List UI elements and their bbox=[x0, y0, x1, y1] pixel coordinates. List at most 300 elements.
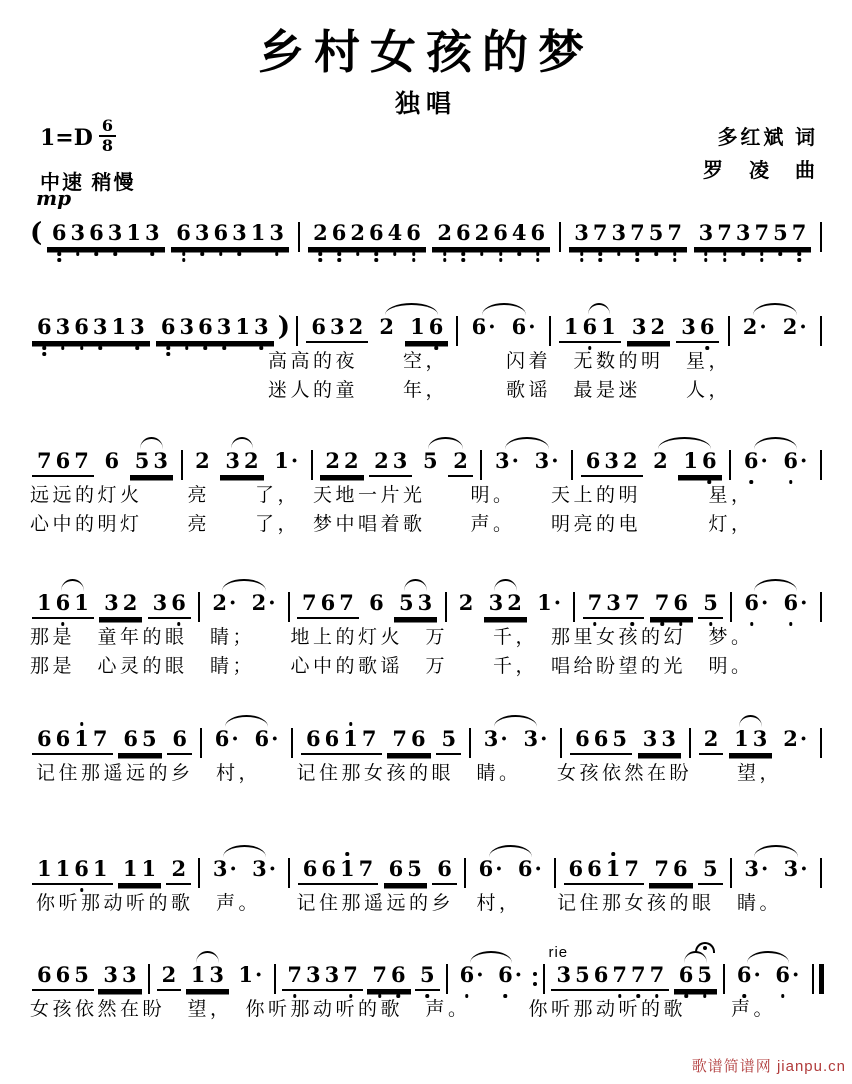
note: 3 bbox=[121, 962, 137, 987]
beam-group bbox=[455, 964, 489, 989]
low-octave-dots bbox=[95, 252, 99, 256]
beam-group bbox=[729, 728, 772, 755]
note: 1 bbox=[410, 314, 425, 339]
barline bbox=[198, 592, 200, 622]
note: 2 bbox=[243, 448, 259, 473]
low-octave-dots bbox=[182, 252, 186, 262]
beam-group bbox=[739, 592, 773, 617]
notation-row bbox=[30, 858, 826, 888]
note: 5 bbox=[418, 964, 437, 986]
expression-text: rie bbox=[548, 944, 569, 961]
augmentation-dot: · bbox=[268, 856, 277, 881]
low-octave-dots bbox=[684, 994, 688, 998]
low-octave-dots bbox=[536, 252, 540, 262]
low-octave-dots bbox=[797, 252, 801, 262]
note: 3 bbox=[734, 222, 753, 244]
slur-arc bbox=[470, 951, 512, 963]
note: 3 bbox=[604, 448, 619, 473]
note: 1· bbox=[274, 448, 299, 473]
beam-group bbox=[432, 222, 550, 249]
beam-group bbox=[638, 728, 681, 755]
beam-group bbox=[778, 728, 812, 753]
note: 6· bbox=[511, 314, 536, 339]
watermark: 歌谱简谱网 jianpu.cn bbox=[691, 1058, 846, 1075]
note: 7 bbox=[358, 856, 374, 881]
key-signature bbox=[40, 118, 136, 154]
beam-group bbox=[493, 964, 527, 989]
low-octave-dots bbox=[499, 252, 503, 262]
slur-arc bbox=[404, 579, 427, 591]
low-octave-dots bbox=[637, 994, 641, 998]
low-octave-dots bbox=[260, 346, 264, 350]
note: 5 bbox=[441, 726, 457, 751]
barline bbox=[298, 222, 300, 252]
augmentation-dot: · bbox=[528, 314, 536, 339]
note: 7 bbox=[665, 222, 684, 244]
note: 3 bbox=[178, 316, 197, 338]
note: 3· bbox=[212, 856, 237, 881]
slur-arc bbox=[428, 437, 462, 449]
augmentation-dot: · bbox=[271, 726, 279, 751]
note: 6 bbox=[55, 962, 71, 987]
low-octave-dots bbox=[703, 994, 707, 998]
barline bbox=[446, 964, 448, 994]
note: 6 bbox=[104, 448, 120, 473]
note: 3· bbox=[495, 448, 519, 473]
beam-group bbox=[583, 592, 645, 619]
note: 1 bbox=[563, 314, 579, 339]
low-octave-dots bbox=[166, 346, 170, 356]
lyrics-line: 心中的明灯 亮 了， 梦中唱着歌 声。 明亮的电 灯， bbox=[30, 514, 754, 535]
slur-arc bbox=[753, 303, 797, 315]
note: 2 bbox=[348, 222, 367, 244]
barline bbox=[296, 316, 298, 346]
barline bbox=[689, 728, 691, 758]
high-octave-dot bbox=[346, 852, 350, 856]
slur-arc bbox=[196, 951, 219, 963]
beam-group bbox=[678, 450, 721, 477]
note: 3 rie bbox=[548, 944, 572, 987]
note: 5 bbox=[141, 726, 157, 751]
low-octave-dots bbox=[177, 622, 181, 626]
beam-group bbox=[148, 592, 191, 619]
note: 6 bbox=[159, 316, 178, 338]
barline bbox=[559, 222, 561, 252]
note: 5 bbox=[74, 962, 89, 987]
note: 1 bbox=[37, 856, 52, 881]
beam-group bbox=[674, 964, 717, 991]
low-octave-dots bbox=[293, 994, 297, 998]
note: 1 bbox=[604, 858, 623, 880]
beam-group bbox=[436, 728, 461, 755]
low-octave-dots bbox=[789, 480, 793, 484]
note: 1 bbox=[601, 314, 616, 339]
beam-group bbox=[569, 222, 687, 249]
note: 3 bbox=[153, 448, 168, 473]
note: 1· bbox=[238, 962, 263, 987]
low-octave-dots bbox=[356, 252, 360, 256]
beam-group bbox=[778, 450, 812, 475]
note: 3· bbox=[534, 448, 559, 473]
note: 7 bbox=[591, 222, 610, 244]
note: 6 bbox=[700, 450, 719, 472]
low-octave-dots bbox=[630, 622, 634, 626]
note: 6· bbox=[214, 726, 239, 751]
note: 3 bbox=[681, 314, 696, 339]
lyrics-line: 远远的灯火 亮 了， 天地一片光 明。 天上的明 星， bbox=[30, 485, 754, 506]
note: 3 bbox=[661, 726, 677, 751]
beam-group bbox=[369, 450, 412, 477]
music-system bbox=[30, 574, 826, 680]
note: 6 bbox=[196, 316, 215, 338]
music-system bbox=[30, 840, 826, 917]
barline bbox=[291, 728, 293, 758]
note: 3 bbox=[488, 590, 504, 615]
low-octave-dots bbox=[465, 994, 469, 998]
beam-group bbox=[530, 450, 564, 475]
note: 3 bbox=[572, 222, 591, 244]
slur-arc bbox=[223, 845, 266, 857]
note: 6 bbox=[454, 222, 473, 244]
beam-group bbox=[186, 964, 229, 991]
note: 3 bbox=[104, 590, 119, 615]
beam-group bbox=[559, 316, 621, 343]
beam-group bbox=[415, 964, 440, 991]
low-octave-dots bbox=[741, 252, 745, 256]
note: 7 bbox=[654, 856, 670, 881]
slur-arc bbox=[739, 715, 762, 727]
notation-row bbox=[30, 450, 826, 480]
beam-group bbox=[99, 450, 124, 475]
low-octave-dots bbox=[480, 252, 484, 256]
barline bbox=[820, 592, 822, 622]
note: 2 bbox=[348, 314, 364, 339]
slur-arc bbox=[754, 845, 797, 857]
augmentation-dot: · bbox=[231, 726, 239, 751]
note: 3 bbox=[54, 316, 73, 338]
beam-group bbox=[282, 964, 363, 991]
note: 1 bbox=[235, 314, 250, 339]
note: 1 bbox=[734, 726, 749, 751]
lyrics-line: 高高的夜 空， 闪着 无数的明 星， bbox=[268, 351, 732, 372]
note: 7 bbox=[392, 726, 407, 751]
low-octave-dots bbox=[593, 622, 597, 626]
low-octave-dots bbox=[462, 252, 466, 262]
beam-group bbox=[47, 222, 165, 249]
note: 1 bbox=[341, 728, 360, 750]
note: 6 bbox=[87, 222, 106, 244]
augmentation-dot: · bbox=[760, 590, 769, 615]
augmentation-dot: · bbox=[540, 726, 548, 751]
note: 6 bbox=[593, 726, 609, 751]
low-octave-dots bbox=[750, 622, 754, 626]
beam-group bbox=[130, 450, 173, 477]
barline bbox=[198, 858, 200, 888]
note: 6 bbox=[671, 592, 690, 614]
beam-group bbox=[484, 592, 527, 619]
beam-group bbox=[432, 858, 457, 885]
credits-block bbox=[703, 122, 818, 188]
low-octave-dots bbox=[760, 252, 764, 262]
systems bbox=[30, 200, 826, 1084]
note: 7 bbox=[370, 964, 389, 986]
note: 3 bbox=[697, 222, 716, 244]
note: 1· bbox=[537, 590, 562, 615]
beam-group bbox=[384, 858, 427, 885]
beam-group bbox=[210, 728, 244, 753]
barline bbox=[456, 316, 458, 346]
note: 1 bbox=[683, 448, 698, 473]
note: 6 bbox=[427, 316, 446, 338]
note: 3 bbox=[642, 726, 658, 751]
augmentation-dot: · bbox=[229, 856, 237, 881]
beam-group bbox=[247, 592, 281, 617]
note: 6· bbox=[517, 856, 542, 881]
beam-group bbox=[394, 592, 437, 619]
beam-group bbox=[570, 728, 632, 755]
note: 6· bbox=[478, 856, 503, 881]
beam-group bbox=[298, 858, 379, 885]
notation-row bbox=[30, 218, 826, 252]
low-octave-dots bbox=[580, 252, 584, 262]
low-octave-dots bbox=[76, 252, 80, 256]
low-octave-dots bbox=[742, 994, 746, 998]
note: 7 bbox=[341, 964, 360, 986]
low-octave-dots bbox=[618, 994, 622, 998]
low-octave-dots bbox=[204, 346, 208, 350]
barline bbox=[464, 858, 466, 888]
low-octave-dots bbox=[200, 252, 204, 256]
note: 6 bbox=[404, 222, 423, 244]
music-system bbox=[30, 298, 826, 404]
beam-group bbox=[118, 858, 161, 885]
beam-group bbox=[297, 592, 359, 619]
note: 3· bbox=[744, 856, 769, 881]
augmentation-dot: · bbox=[760, 856, 769, 881]
note: 6 bbox=[169, 592, 188, 614]
beam-group bbox=[118, 728, 161, 755]
beam-group bbox=[98, 964, 141, 991]
note: 6 bbox=[698, 316, 717, 338]
note: 7 bbox=[74, 448, 89, 473]
barline bbox=[469, 728, 471, 758]
note: 1 bbox=[92, 856, 108, 881]
low-octave-dots bbox=[443, 252, 447, 262]
note: 3 bbox=[193, 222, 212, 244]
note: 6 · bbox=[735, 964, 763, 986]
beam-group bbox=[32, 450, 94, 477]
note: 6 bbox=[585, 448, 601, 473]
augmentation-dot: · bbox=[551, 448, 559, 473]
note: 2 bbox=[161, 962, 177, 987]
barline bbox=[730, 858, 732, 888]
note: 3 bbox=[324, 962, 340, 987]
barline bbox=[181, 450, 183, 480]
low-octave-dots bbox=[275, 252, 279, 256]
augmentation-dot: · bbox=[799, 314, 807, 339]
beam-group bbox=[448, 450, 473, 477]
note: 6 bbox=[306, 726, 321, 751]
augmentation-dot: · bbox=[511, 448, 519, 473]
low-octave-dots bbox=[723, 252, 727, 262]
note: 2 bbox=[458, 590, 474, 615]
notation-row bbox=[30, 312, 826, 346]
low-octave-dots bbox=[61, 622, 65, 626]
note: 2 bbox=[325, 448, 340, 473]
slur-arc bbox=[658, 437, 711, 449]
note: 3 bbox=[103, 962, 118, 987]
note: 5 bbox=[701, 592, 720, 614]
note: 3 bbox=[106, 222, 125, 244]
beam-group bbox=[308, 222, 426, 249]
note: 6 bbox=[320, 590, 336, 615]
beam-group bbox=[99, 592, 142, 619]
note: 2 bbox=[653, 448, 668, 473]
beam-group bbox=[507, 316, 541, 341]
slur-arc bbox=[482, 303, 526, 315]
note: 2 bbox=[473, 222, 492, 244]
barline bbox=[730, 592, 732, 622]
note: 2 bbox=[650, 314, 666, 339]
augmentation-dot: · bbox=[488, 314, 496, 339]
beam-group bbox=[190, 450, 215, 475]
note: 6 bbox=[35, 316, 54, 338]
low-octave-dots bbox=[151, 252, 155, 256]
slur-arc bbox=[494, 715, 538, 727]
notation-row bbox=[30, 944, 826, 994]
note: 7 bbox=[339, 590, 354, 615]
note: 6· bbox=[254, 726, 279, 751]
barline bbox=[723, 964, 725, 994]
barline bbox=[820, 728, 822, 758]
note: 7 bbox=[92, 726, 108, 751]
meter-denominator: 8 bbox=[101, 136, 113, 155]
note: 3 bbox=[152, 590, 168, 615]
beam-group bbox=[467, 316, 501, 341]
beam-group bbox=[694, 222, 812, 249]
composer-credit: 罗 凌 曲 bbox=[703, 160, 818, 182]
low-octave-dots bbox=[113, 252, 117, 256]
note: 7 bbox=[628, 222, 647, 244]
dynamic-marking: mp bbox=[36, 186, 72, 210]
low-octave-dots bbox=[708, 480, 712, 484]
note: 6 bbox=[367, 222, 386, 244]
note: 6 bbox=[37, 962, 52, 987]
note: 3 bbox=[267, 222, 286, 244]
note: 6 · bbox=[773, 964, 801, 986]
note: 1 bbox=[250, 220, 266, 245]
lyrics-line: 你听那动听的歌 声。 记住那遥远的乡 村， 记住那女孩的眼 睛。 bbox=[36, 893, 783, 914]
note: 7 bbox=[629, 964, 648, 986]
beam-group bbox=[648, 450, 673, 475]
final-barline bbox=[812, 964, 824, 994]
note: 7 bbox=[586, 592, 605, 614]
low-octave-dots bbox=[598, 252, 602, 262]
barline bbox=[148, 964, 150, 994]
barline bbox=[571, 450, 573, 480]
low-octave-dots bbox=[779, 252, 783, 256]
barline bbox=[445, 592, 447, 622]
note: 6 bbox=[302, 856, 318, 881]
slur-arc bbox=[747, 951, 789, 963]
barline bbox=[728, 316, 730, 346]
note: 3 bbox=[69, 222, 88, 244]
system-body bbox=[30, 574, 826, 680]
note: 1 bbox=[141, 856, 157, 881]
beam-group bbox=[770, 964, 804, 989]
note: 5 bbox=[407, 856, 422, 881]
low-octave-dots bbox=[412, 252, 416, 262]
low-octave-dots bbox=[80, 888, 84, 892]
low-octave-dots bbox=[517, 252, 521, 256]
note: 7 bbox=[302, 590, 317, 615]
low-octave-dots bbox=[434, 346, 438, 350]
lyrics-line: 记住那遥远的乡 村， 记住那女孩的眼 睛。 女孩依然在盼 望， bbox=[36, 763, 783, 784]
note: 2· bbox=[782, 314, 807, 339]
performance-type: 独唱 bbox=[394, 90, 457, 118]
beam-group bbox=[32, 728, 113, 755]
low-octave-dots bbox=[80, 346, 84, 350]
slur-arc bbox=[385, 303, 438, 315]
barline bbox=[311, 450, 313, 480]
barline bbox=[820, 450, 822, 480]
note: 2 bbox=[622, 448, 638, 473]
note: 2 bbox=[374, 448, 389, 473]
beam-group bbox=[778, 316, 812, 341]
barline bbox=[729, 450, 731, 480]
note: 6· bbox=[471, 314, 496, 339]
slur-arc bbox=[61, 579, 84, 591]
note: 2· bbox=[742, 314, 767, 339]
lyricist-credit: 多红斌 词 bbox=[717, 127, 818, 149]
low-octave-dots bbox=[397, 994, 401, 998]
low-octave-dots bbox=[337, 252, 341, 262]
barline bbox=[288, 858, 290, 888]
low-octave-dots bbox=[238, 252, 242, 256]
low-octave-dots bbox=[655, 994, 659, 998]
high-octave-dot bbox=[80, 722, 84, 726]
note: 6 bbox=[593, 962, 609, 987]
high-octave-dot bbox=[611, 852, 615, 856]
note: 6 bbox=[575, 726, 590, 751]
augmentation-dot: · bbox=[791, 962, 800, 987]
low-octave-dots bbox=[705, 346, 709, 350]
note: 6 bbox=[330, 222, 349, 244]
note: 6 · bbox=[782, 592, 810, 614]
notation-row bbox=[30, 592, 826, 622]
note: 3· bbox=[483, 726, 508, 751]
meter-numerator: 6 bbox=[99, 118, 116, 137]
key-tempo-block bbox=[40, 118, 136, 195]
note: 6 · bbox=[458, 964, 486, 986]
music-system bbox=[30, 432, 826, 538]
augmentation-dot: · bbox=[476, 962, 484, 987]
note: 4 bbox=[386, 222, 405, 244]
low-octave-dots bbox=[219, 252, 223, 256]
beam-group bbox=[548, 944, 669, 991]
note: 5 bbox=[134, 448, 150, 473]
beam-group bbox=[156, 316, 274, 343]
note: 6 bbox=[437, 856, 452, 881]
note: 3 bbox=[610, 222, 629, 244]
note: 6 · bbox=[496, 964, 524, 986]
lyrics-line: 迷人的童 年， 歌谣 最是迷 人， bbox=[268, 380, 732, 401]
beam-group bbox=[513, 858, 547, 883]
note: 7 bbox=[653, 592, 672, 614]
note: 6 bbox=[587, 856, 602, 881]
augmentation-dot: · bbox=[760, 448, 768, 473]
low-octave-dots bbox=[61, 346, 65, 350]
